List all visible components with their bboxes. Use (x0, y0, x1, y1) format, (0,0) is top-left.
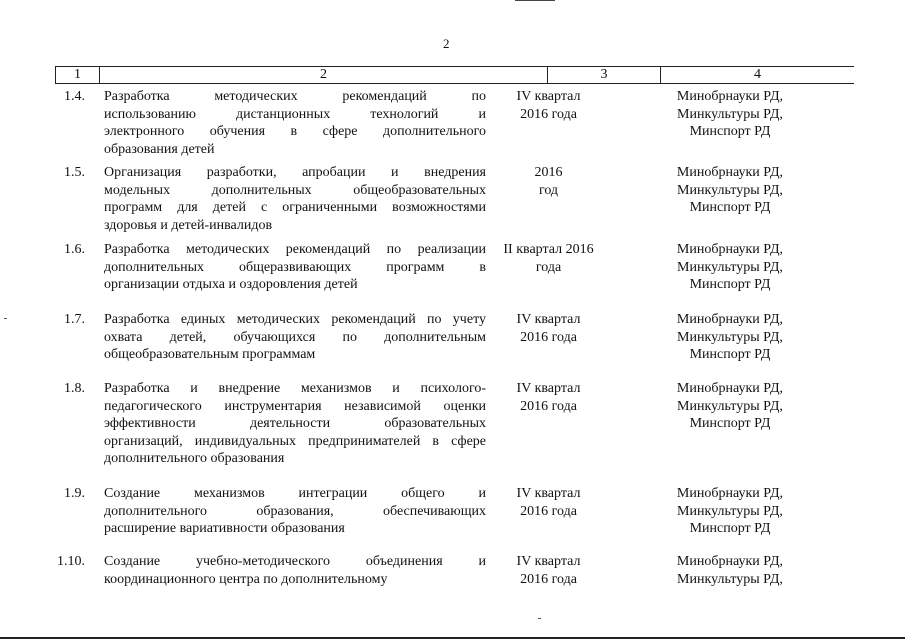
description-line: модельных дополнительных общеобразовательных (104, 182, 486, 198)
responsible-line: Минкультуры РД, (677, 329, 783, 345)
responsible-line: Минобрнауки РД, (676, 89, 784, 104)
description-line: Создание учебно-методического объединения и (104, 554, 486, 569)
row-responsible (630, 380, 830, 433)
responsible-line: Минкультуры РД, (677, 503, 783, 519)
header-col-4: 4 (754, 67, 761, 82)
period-line: II квартал 2016 (503, 242, 594, 257)
row-description (104, 311, 486, 364)
header-col-2: 2 (100, 67, 548, 83)
description-line: дополнительных общеразвивающих программ в (104, 259, 486, 275)
description-line: Создание механизмов интеграции общего и (104, 486, 486, 501)
row-description (104, 88, 486, 158)
row-period (492, 380, 605, 415)
description-line: Разработка единых методических рекомендаций по учету (104, 312, 486, 327)
responsible-line: Минкультуры РД, (677, 571, 783, 587)
row-responsible (630, 88, 830, 141)
responsible-line: Минспорт РД (689, 200, 771, 215)
responsible-line: Минспорт РД (689, 347, 771, 362)
description-line: охвата детей, обучающихся по дополнительным (104, 329, 486, 345)
period-line: год (538, 182, 559, 198)
period-line: IV квартал (516, 486, 581, 501)
header-col-3: 3 (548, 67, 661, 83)
period-line: 2016 года (520, 106, 577, 122)
responsible-line: Минспорт РД (689, 124, 771, 139)
row-period (492, 311, 605, 346)
description-line: педагогического инструментария независимой оценки (104, 398, 486, 414)
row-number: 1.9. (64, 486, 85, 501)
bottom-rule (0, 637, 905, 639)
row-period (492, 88, 605, 123)
description-line: программ для детей с ограниченными возможностями (104, 200, 486, 215)
period-line: IV квартал (516, 89, 581, 104)
description-line: эффективности деятельности образовательных (104, 416, 486, 431)
responsible-line: Минкультуры РД, (677, 182, 783, 198)
responsible-line: Минкультуры РД, (677, 259, 783, 275)
responsible-line: Минобрнауки РД, (676, 312, 784, 327)
row-responsible (630, 241, 830, 294)
scan-speck (538, 618, 541, 619)
period-line: IV квартал (516, 312, 581, 327)
responsible-line: Минобрнауки РД, (676, 554, 784, 569)
responsible-line: Минспорт РД (689, 277, 771, 292)
row-number: 1.7. (64, 312, 85, 327)
page-number: 2 (443, 36, 450, 51)
period-line: 2016 (534, 165, 563, 180)
period-line: года (535, 259, 562, 275)
description-line: координационного центра по дополнительному (104, 571, 388, 587)
responsible-line: Минкультуры РД, (677, 106, 783, 122)
description-line: дополнительного образования (104, 451, 285, 466)
row-period (492, 553, 605, 588)
description-line: организаций, индивидуальных предпринимателей в сфере (104, 433, 486, 449)
row-responsible (630, 485, 830, 538)
row-responsible (630, 553, 830, 588)
header-col-1: 1 (56, 67, 100, 83)
responsible-line: Минобрнауки РД, (676, 381, 784, 396)
row-description (104, 553, 486, 588)
scan-speck (4, 318, 7, 319)
period-line: 2016 года (520, 398, 577, 414)
description-line: электронного обучения в сфере дополнительного (104, 124, 486, 139)
description-line: здоровья и детей-инвалидов (104, 217, 273, 233)
description-line: общеобразовательным программам (104, 347, 316, 362)
top-rule (515, 0, 555, 1)
row-number: 1.8. (64, 381, 85, 396)
responsible-line: Минобрнауки РД, (676, 165, 784, 180)
row-description (104, 380, 486, 468)
responsible-line: Минобрнауки РД, (676, 486, 784, 501)
row-description (104, 485, 486, 538)
row-number: 1.6. (64, 242, 85, 257)
period-line: IV квартал (516, 554, 581, 569)
period-line: IV квартал (516, 381, 581, 396)
period-line: 2016 года (520, 571, 577, 587)
row-description (104, 164, 486, 234)
table-header (55, 66, 854, 84)
row-number: 1.5. (64, 165, 85, 180)
responsible-line: Минкультуры РД, (677, 398, 783, 414)
row-responsible (630, 164, 830, 217)
row-number: 1.10. (57, 554, 85, 569)
row-period (492, 164, 605, 199)
description-line: Разработка и внедрение механизмов и психолого- (104, 381, 486, 396)
row-responsible (630, 311, 830, 364)
row-description (104, 241, 486, 294)
description-line: дополнительного образования, обеспечивающих (104, 503, 486, 519)
responsible-line: Минспорт РД (689, 521, 771, 536)
description-line: использованию дистанционных технологий и (104, 106, 486, 122)
period-line: 2016 года (520, 503, 577, 519)
row-period (492, 485, 605, 520)
description-line: Разработка методических рекомендаций по (104, 89, 486, 104)
description-line: Разработка методических рекомендаций по реализации (104, 242, 486, 257)
row-period (492, 241, 605, 276)
period-line: 2016 года (520, 329, 577, 345)
responsible-line: Минобрнауки РД, (676, 242, 784, 257)
row-number: 1.4. (64, 89, 85, 104)
description-line: расширение вариативности образования (104, 521, 345, 536)
responsible-line: Минспорт РД (689, 416, 771, 431)
description-line: образования детей (104, 141, 215, 157)
description-line: организации отдыха и оздоровления детей (104, 277, 358, 292)
description-line: Организация разработки, апробации и внедрения (104, 165, 486, 180)
